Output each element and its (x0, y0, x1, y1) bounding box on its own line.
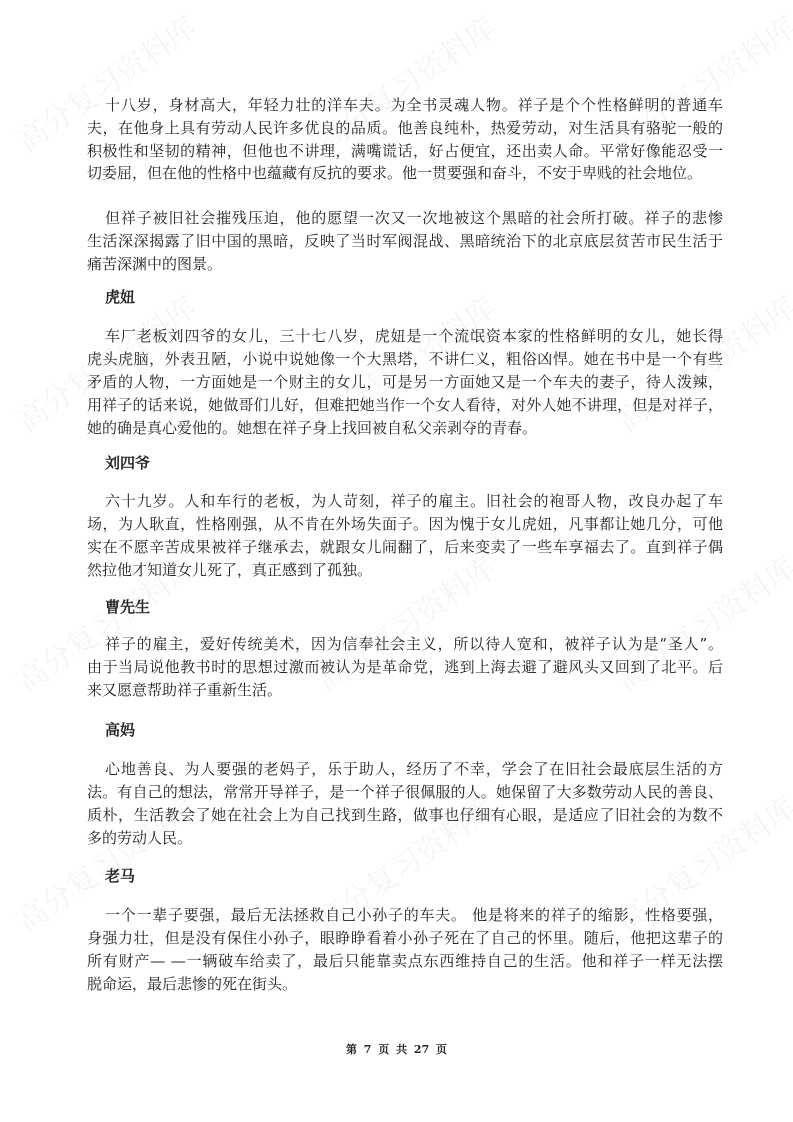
paragraph-line-xiangzi: 积极性和坚韧的精神，但他也不讲理，满嘴谎话，好占便宜，还出卖人命。平常好像能忍受一 (87, 142, 723, 160)
section-heading-laoma: 老马 (105, 867, 136, 885)
paragraph-line-laoma: 一个一辈子要强，最后无法拯救自己小孙子的车夫。 他是将来的祥子的缩影，性格要强， (105, 906, 723, 924)
paragraph-line-huniu: 她的确是真心爱他的。她想在祥子身上找回被自私父亲剥夺的青春。 (87, 419, 538, 437)
paragraph-line-liusiye: 实在不愿辛苦成果被祥子继承去，就跟女儿闹翻了，后来变卖了一些车享福去了。直到祥子偶 (87, 538, 723, 556)
paragraph-line-huniu: 用祥子的话来说，她做哥们儿好，但难把她当作一个女人看待，对外人她不讲理，但是对祥子， (87, 396, 723, 414)
paragraph-line-huniu: 矛盾的人物，一方面她是一个财主的女儿，可是另一方面她又是一个车夫的妻子，待人泼辣， (87, 373, 723, 391)
paragraph-line-huniu: 车厂老板刘四爷的女儿，三十七八岁，虎妞是一个流氓资本家的性格鲜明的女儿，她长得 (105, 327, 723, 345)
paragraph-line-huniu: 虎头虎脑，外表丑陋，小说中说她像一个大黑塔，不讲仁义，粗俗凶悍。她在书中是一个有些 (87, 350, 723, 368)
paragraph-line-caoxiansheng: 由于当局说他教书时的思想过激而被认为是革命党，逃到上海去避了避风头又回到了北平。后 (87, 658, 723, 676)
paragraph-line-xiangzi: 切委屈，但在他的性格中也蕴藏有反抗的要求。他一贯要强和奋斗，不安于卑贱的社会地位。 (87, 164, 703, 182)
paragraph-line-liusiye: 六十九岁。人和车行的老板，为人苛刻，祥子的雇主。旧社会的袍哥人物，改良办起了车 (105, 492, 723, 510)
paragraph-line-xiangzi-fate: 痛苦深渊中的图景。 (87, 255, 223, 273)
paragraph-line-caoxiansheng: 祥子的雇主，爱好传统美术，因为信奉社会主义，所以待人宽和，被祥子认为是“圣人”。 (105, 635, 723, 653)
paragraph-line-gaoma: 心地善良、为人要强的老妈子，乐于助人，经历了不幸，学会了在旧社会最底层生活的方 (105, 760, 723, 778)
page-number-footer: 第 7 页 共 27 页 (345, 1043, 448, 1056)
section-heading-gaoma: 高妈 (105, 721, 136, 739)
section-heading-huniu: 虎妞 (105, 288, 136, 306)
paragraph-line-liusiye: 场，为人耿直，性格刚强，从不肯在外场失面子。因为愧于女儿虎妞，凡事都让她几分，可他 (87, 515, 723, 533)
paragraph-line-liusiye: 然拉他才知道女儿死了，真正感到了孤独。 (87, 561, 373, 579)
paragraph-line-xiangzi-fate: 但祥子被旧社会摧残压迫，他的愿望一次又一次地被这个黑暗的社会所打破。祥子的悲惨 (105, 209, 723, 227)
section-heading-liusiye: 刘四爷 (105, 454, 151, 472)
paragraph-line-xiangzi: 十八岁，身材高大，年轻力壮的洋车夫。为全书灵魂人物。祥子是个个性格鲜明的普通车 (105, 96, 723, 114)
section-heading-caoxiansheng: 曹先生 (105, 598, 151, 616)
paragraph-line-laoma: 所有财产— —一辆破车给卖了，最后只能靠卖点东西维持自己的生活。他和祥子一样无法摆 (87, 952, 723, 970)
paragraph-line-laoma: 脱命运，最后悲惨的死在街头。 (87, 975, 298, 993)
paragraph-line-gaoma: 多的劳动人民。 (87, 829, 193, 847)
paragraph-line-xiangzi-fate: 生活深深揭露了旧中国的黑暗，反映了当时军阀混战、黑暗统治下的北京底层贫苦市民生活于 (87, 232, 723, 250)
paragraph-line-xiangzi: 夫，在他身上具有劳动人民许多优良的品质。他善良纯朴，热爱劳动，对生活具有骆驼一般的 (87, 119, 723, 137)
paragraph-line-gaoma: 法。有自己的想法，常常开导祥子，是一个祥子很佩服的人。她保留了大多数劳动人民的善良、 (87, 783, 723, 801)
paragraph-line-gaoma: 质朴，生活教会了她在社会上为自己找到生路，做事也仔细有心眼，是适应了旧社会的为数不 (87, 806, 723, 824)
paragraph-line-caoxiansheng: 来又愿意帮助祥子重新生活。 (87, 681, 283, 699)
paragraph-line-laoma: 身强力壮，但是没有保住小孙子，眼睁睁看着小孙子死在了自己的怀里。随后，他把这辈子的 (87, 929, 723, 947)
